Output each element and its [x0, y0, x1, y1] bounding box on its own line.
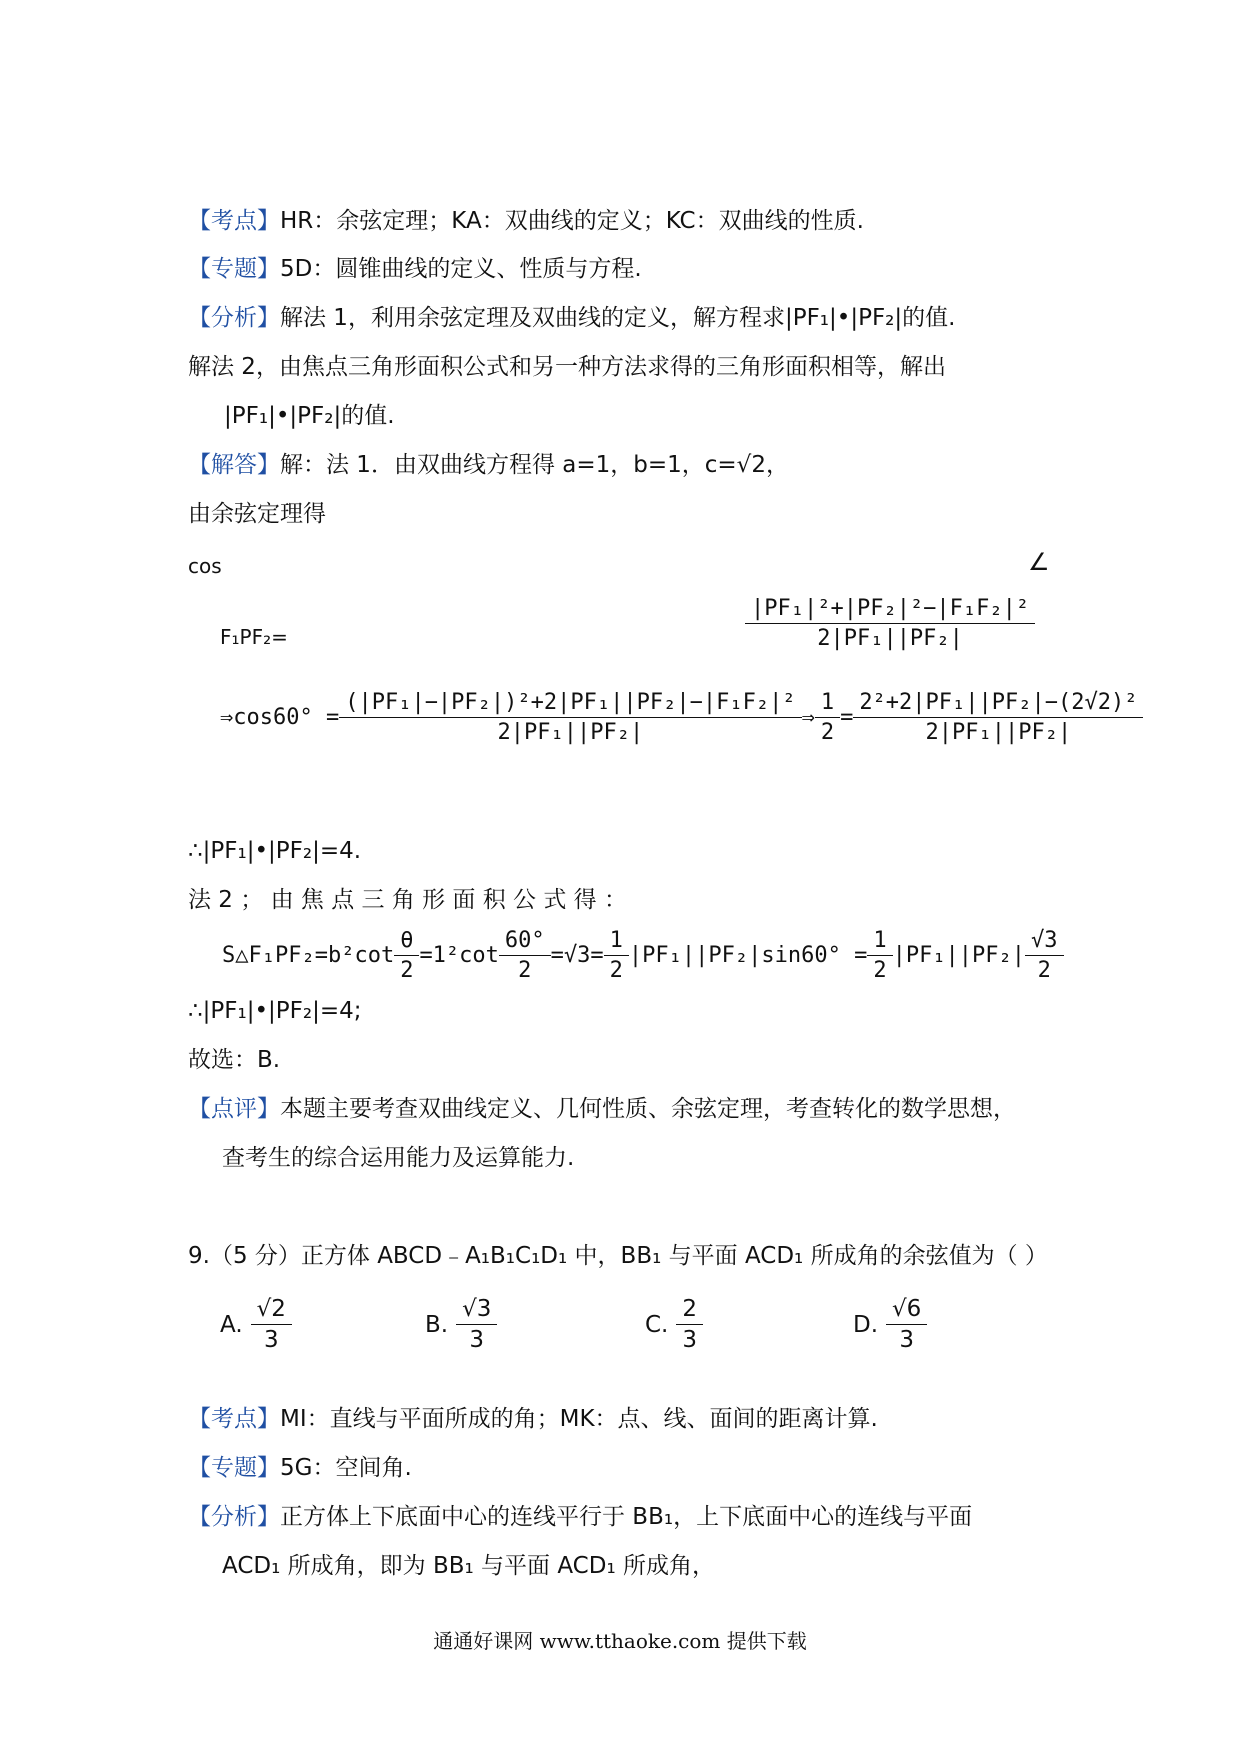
half-denominator: 2 — [820, 720, 835, 745]
jieda-tag: 【解答】 — [188, 452, 280, 478]
option-a-label: A. — [220, 1311, 243, 1338]
zhuanti-text: 5D：圆锥曲线的定义、性质与方程. — [280, 256, 642, 282]
result-1: ∴|PF₁|•|PF₂|=4. — [188, 838, 362, 864]
half-numerator: 1 — [815, 690, 840, 718]
f1pf2-label: F₁PF₂= — [220, 625, 288, 649]
fenxi-line-2: 解法 2，由焦点三角形面积公式和另一种方法求得的三角形面积相等，解出 — [188, 354, 946, 380]
option-b-label: B. — [425, 1311, 449, 1338]
fenxi-line — [188, 302, 955, 334]
option-d-label: D. — [853, 1311, 879, 1338]
equals-sign: = — [840, 705, 854, 730]
numeric-numerator: 2²+2|PF₁||PF₂|−(2√2)² — [853, 690, 1143, 718]
half-b-denominator: 2 — [873, 958, 887, 983]
cosine-denominator: 2|PF₁||PF₂| — [817, 626, 963, 651]
q9-kaodian-tag: 【考点】 — [188, 1406, 280, 1432]
q9-fenxi-line-2: ACD₁ 所成角，即为 BB₁ 与平面 ACD₁ 所成角， — [222, 1553, 715, 1579]
option-d-numerator: √6 — [886, 1296, 927, 1325]
cosine-fraction — [745, 596, 1035, 651]
jieda-line — [188, 449, 789, 481]
kaodian-tag: 【考点】 — [188, 208, 280, 234]
q9-zhuanti-line — [188, 1452, 412, 1484]
theta-denominator: 2 — [400, 958, 414, 983]
angle-symbol: ∠ — [1028, 548, 1050, 576]
fenxi-text: 解法 1，利用余弦定理及双曲线的定义，解方程求|PF₁|•|PF₂|的值. — [280, 305, 956, 331]
option-b — [425, 1296, 497, 1353]
sixty-numerator: 60° — [499, 928, 551, 956]
area-lhs: S△F₁PF₂=b²cot — [222, 943, 395, 968]
sqrt3-numerator: √3 — [1025, 928, 1064, 956]
half-a-numerator: 1 — [604, 928, 629, 956]
fenxi-tag: 【分析】 — [188, 305, 280, 331]
q9-fenxi-text: 正方体上下底面中心的连线平行于 BB₁，上下底面中心的连线与平面 — [280, 1504, 973, 1530]
implies-cos60: ⇒cos60° = — [220, 705, 340, 730]
dianping-line-2: 查考生的综合运用能力及运算能力. — [222, 1145, 575, 1171]
kaodian-text: HR：余弦定理；KA：双曲线的定义；KC：双曲线的性质. — [280, 208, 864, 234]
theta-numerator: θ — [394, 928, 419, 956]
option-c-denominator: 3 — [682, 1327, 698, 1353]
area-formula — [222, 928, 1064, 983]
kaodian-line — [188, 205, 864, 237]
option-d — [853, 1296, 927, 1353]
result-2: ∴|PF₁|•|PF₂|=4; — [188, 998, 362, 1024]
half-b-numerator: 1 — [867, 928, 892, 956]
jieda-text: 解：法 1．由双曲线方程得 a=1，b=1，c=√2， — [280, 452, 789, 478]
area-mid-1: =1²cot — [419, 943, 499, 968]
cosine-numerator: |PF₁|²+|PF₂|²−|F₁F₂|² — [745, 596, 1035, 624]
dianping-tag: 【点评】 — [188, 1096, 280, 1122]
option-a — [220, 1296, 292, 1353]
numeric-denominator: 2|PF₁||PF₂| — [925, 720, 1072, 745]
half-a-denominator: 2 — [609, 958, 623, 983]
option-c-label: C. — [645, 1311, 669, 1338]
dianping-line — [188, 1093, 1016, 1125]
zhuanti-tag: 【专题】 — [188, 256, 280, 282]
area-mid-4: |PF₁||PF₂| — [892, 943, 1026, 968]
option-d-denominator: 3 — [899, 1327, 914, 1353]
zhuanti-line — [188, 253, 642, 285]
expanded-denominator: 2|PF₁||PF₂| — [497, 720, 644, 745]
q9-zhuanti-tag: 【专题】 — [188, 1455, 280, 1481]
sqrt3-denominator: 2 — [1037, 958, 1051, 983]
option-b-numerator: √3 — [456, 1296, 497, 1325]
q9-zhuanti-text: 5G：空间角. — [280, 1455, 412, 1481]
sixty-denominator: 2 — [518, 958, 532, 983]
cos-word: cos — [188, 554, 222, 578]
q9-fenxi-tag: 【分析】 — [188, 1504, 280, 1530]
option-c — [645, 1296, 703, 1353]
option-c-numerator: 2 — [676, 1296, 703, 1325]
cos-rule-line: 由余弦定理得 — [188, 501, 326, 527]
expanded-numerator: (|PF₁|−|PF₂|)²+2|PF₁||PF₂|−|F₁F₂|² — [339, 690, 801, 718]
question-9: 9.（5 分）正方体 ABCD﹣A₁B₁C₁D₁ 中，BB₁ 与平面 ACD₁ 所成角的余弦值为（ ） — [188, 1243, 1048, 1269]
implies-sign: ⇒ — [801, 705, 815, 730]
area-mid-2: =√3= — [550, 943, 604, 968]
answer-line: 故选：B. — [188, 1047, 281, 1073]
fenxi-line-3: |PF₁|•|PF₂|的值. — [224, 403, 395, 429]
option-b-denominator: 3 — [469, 1327, 485, 1353]
option-a-denominator: 3 — [263, 1327, 279, 1353]
cos60-formula — [220, 690, 1143, 745]
method-2-line: 法 2 ； 由 焦 点 三 角 形 面 积 公 式 得 ： — [188, 887, 627, 913]
area-mid-3: |PF₁||PF₂|sin60° = — [628, 943, 868, 968]
option-a-numerator: √2 — [251, 1296, 292, 1325]
dianping-text: 本题主要考查双曲线定义、几何性质、余弦定理，考查转化的数学思想， — [280, 1096, 1016, 1122]
q9-kaodian-text: MI：直线与平面所成的角；MK：点、线、面间的距离计算. — [280, 1406, 878, 1432]
q9-fenxi-line — [188, 1501, 972, 1533]
q9-kaodian-line — [188, 1403, 878, 1435]
page-footer: 通通好课网 www.tthaoke.com 提供下载 — [433, 1629, 807, 1653]
